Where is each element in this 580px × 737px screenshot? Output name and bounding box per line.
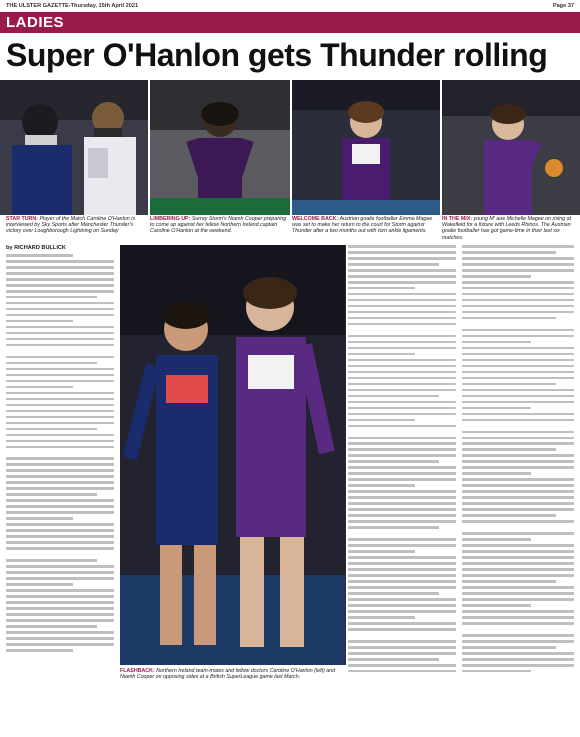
text-line [348, 281, 456, 284]
text-line [348, 437, 456, 440]
text-line [462, 377, 574, 380]
text-line [348, 556, 456, 559]
text-line [462, 413, 574, 416]
text-line [348, 616, 415, 619]
text-line [462, 622, 574, 625]
text-line [462, 610, 574, 613]
text-line [348, 383, 456, 386]
text-line [6, 589, 114, 592]
text-line [6, 499, 114, 502]
text-line [6, 625, 97, 628]
text-line [348, 275, 456, 278]
text-line [6, 332, 114, 335]
text-line [6, 296, 97, 299]
photo-strip [0, 80, 580, 215]
text-line [6, 505, 114, 508]
text-line [6, 451, 114, 454]
text-line [348, 550, 415, 553]
text-line [6, 619, 114, 622]
text-line [348, 257, 456, 260]
text-line [348, 646, 456, 649]
text-line [348, 652, 456, 655]
text-line [348, 520, 456, 523]
byline: by RICHARD BULLICK [6, 245, 66, 251]
text-line [462, 353, 574, 356]
text-line [348, 401, 456, 404]
text-line [462, 401, 574, 404]
text-line [6, 254, 73, 257]
text-line [462, 257, 574, 260]
text-line [462, 287, 574, 290]
text-line [462, 323, 574, 326]
text-line [462, 454, 574, 457]
text-line [462, 407, 531, 410]
text-line [348, 514, 456, 517]
text-line [348, 484, 415, 487]
text-line [6, 637, 114, 640]
text-line [6, 517, 73, 520]
text-line [6, 278, 114, 281]
text-line [6, 649, 73, 652]
text-line [348, 251, 456, 254]
text-line [462, 293, 574, 296]
text-line [6, 469, 114, 472]
photo-emma-magee [292, 80, 440, 215]
text-line [462, 526, 574, 529]
text-line [462, 383, 556, 386]
text-line [6, 314, 114, 317]
text-line [348, 305, 456, 308]
text-line [6, 302, 114, 305]
text-line [462, 490, 574, 493]
text-line [462, 317, 556, 320]
text-line [348, 389, 456, 392]
photo-player-of-match [0, 80, 148, 215]
text-line [6, 380, 114, 383]
text-line [348, 568, 456, 571]
text-line [462, 544, 574, 547]
text-line [6, 284, 114, 287]
text-line [348, 419, 415, 422]
text-line [6, 463, 114, 466]
text-line [6, 260, 114, 263]
text-line [6, 487, 114, 490]
page-number: Page 37 [552, 3, 574, 9]
text-line [6, 308, 114, 311]
text-line [348, 395, 439, 398]
text-line [462, 389, 574, 392]
text-line [462, 574, 574, 577]
text-line [348, 634, 456, 637]
text-line [6, 577, 114, 580]
text-line [6, 356, 114, 359]
text-line [348, 425, 456, 428]
text-line [6, 344, 114, 347]
text-line [6, 386, 73, 389]
text-line [348, 664, 456, 667]
text-line [6, 559, 97, 562]
text-line [462, 550, 574, 553]
caption-limbering-up: LIMBERING UP: Surrey Storm's Niamh Cooper preparing to come up against her fellow Northern Ireland captain Caroline O'Hanlon at the weekend. [150, 216, 287, 235]
text-line [6, 565, 114, 568]
text-line [462, 646, 556, 649]
text-line [462, 460, 574, 463]
text-line [462, 658, 574, 661]
text-line [348, 502, 456, 505]
text-line [348, 293, 456, 296]
text-line [348, 640, 456, 643]
article-column-5 [462, 245, 574, 732]
text-line [462, 508, 574, 511]
text-line [348, 371, 456, 374]
text-line [6, 613, 114, 616]
text-line [348, 353, 415, 356]
text-line [348, 341, 456, 344]
text-line [462, 431, 574, 434]
text-line [462, 592, 574, 595]
text-line [348, 478, 456, 481]
text-line [462, 442, 574, 445]
text-line [348, 299, 456, 302]
text-line [348, 628, 456, 631]
text-line [348, 269, 456, 272]
text-line [462, 347, 574, 350]
text-lines [6, 254, 114, 658]
text-line [462, 532, 574, 535]
text-line [462, 281, 574, 284]
text-line [462, 502, 574, 505]
text-line [348, 335, 456, 338]
text-line [6, 493, 97, 496]
page-header [0, 0, 580, 13]
text-line [6, 595, 114, 598]
text-line [462, 640, 574, 643]
text-line [6, 547, 114, 550]
text-line [348, 538, 456, 541]
text-line [6, 392, 114, 395]
text-line [348, 407, 456, 410]
photo-michelle-magee [442, 80, 580, 215]
text-line [348, 245, 456, 248]
text-line [6, 350, 114, 353]
text-line [462, 466, 574, 469]
text-line [348, 496, 456, 499]
text-line [6, 266, 114, 269]
text-line [6, 326, 114, 329]
text-line [348, 544, 456, 547]
text-line [462, 586, 574, 589]
text-line [462, 371, 574, 374]
text-line [462, 251, 556, 254]
text-line [348, 431, 456, 434]
text-line [348, 323, 456, 326]
text-line [462, 472, 531, 475]
text-line [462, 365, 574, 368]
text-line [6, 374, 114, 377]
text-line [6, 541, 114, 544]
text-line [6, 457, 114, 460]
text-line [462, 299, 574, 302]
text-line [462, 448, 556, 451]
text-line [348, 347, 456, 350]
text-line [6, 290, 114, 293]
text-line [348, 526, 439, 529]
text-line [348, 490, 456, 493]
text-line [462, 305, 574, 308]
text-line [348, 562, 456, 565]
text-line [348, 311, 456, 314]
text-line [348, 586, 456, 589]
caption-in-the-mix: IN THE MIX: young M' aoe Michelle Magee on rising at Wakefield for a fixture with Leeds Rhinos. The Austrian goalie footballer has got game-time in their last six matches. [442, 216, 572, 241]
text-line [462, 670, 531, 673]
text-line [6, 446, 114, 449]
article-column-4 [348, 245, 456, 732]
article-column-1 [6, 245, 114, 732]
text-line [348, 413, 456, 416]
text-line [348, 442, 456, 445]
text-line [462, 425, 574, 428]
publication-date: THE ULSTER GAZETTE-Thursday, 15th April 2021 [6, 3, 139, 9]
text-line [348, 263, 439, 266]
text-line [462, 359, 574, 362]
text-line [462, 514, 556, 517]
text-lines [462, 245, 574, 672]
text-line [348, 329, 456, 332]
headline: Super O'Hanlon gets Thunder rolling [6, 37, 548, 73]
text-line [462, 478, 574, 481]
text-line [6, 643, 114, 646]
text-line [6, 475, 114, 478]
text-line [6, 481, 114, 484]
text-line [462, 580, 556, 583]
text-line [462, 634, 574, 637]
text-line [6, 410, 114, 413]
text-line [348, 592, 439, 595]
text-line [462, 604, 531, 607]
text-line [6, 398, 114, 401]
text-line [462, 263, 574, 266]
text-line [462, 568, 574, 571]
text-line [6, 655, 114, 658]
text-line [462, 311, 574, 314]
text-line [348, 448, 456, 451]
text-line [462, 664, 574, 667]
text-line [348, 658, 439, 661]
text-line [6, 404, 114, 407]
photo-captions [0, 216, 580, 246]
text-line [462, 335, 574, 338]
text-line [348, 365, 456, 368]
flashback-photo [120, 245, 345, 665]
text-line [462, 419, 574, 422]
text-line [348, 377, 456, 380]
text-line [462, 598, 574, 601]
text-line [348, 359, 456, 362]
text-line [6, 523, 114, 526]
text-line [348, 460, 439, 463]
text-line [462, 556, 574, 559]
text-line [6, 272, 114, 275]
text-line [6, 535, 114, 538]
text-line [6, 440, 114, 443]
text-line [462, 496, 574, 499]
text-line [6, 601, 114, 604]
text-line [348, 317, 456, 320]
text-line [462, 562, 574, 565]
text-line [348, 472, 456, 475]
text-line [348, 574, 456, 577]
text-line [348, 598, 456, 601]
text-line [462, 628, 574, 631]
text-line [348, 287, 415, 290]
caption-star-turn: STAR TURN: Player of the Match Caroline O'Hanlon is interviewed by Sky Sports after Manchester Thunder's victory over Loughborough Lightning on Sunday [6, 216, 135, 235]
text-line [462, 269, 574, 272]
text-line [348, 508, 456, 511]
text-line [6, 553, 114, 556]
text-line [348, 610, 456, 613]
text-line [6, 529, 114, 532]
text-line [462, 538, 531, 541]
caption-welcome-back: WELCOME BACK: Austrian goalie footballer Emma Magee was set to make her return to the court for Storm against Thunder after a two months out with torn ankle ligaments. [292, 216, 433, 235]
section-title: LADIES [6, 14, 65, 31]
text-line [462, 395, 574, 398]
section-banner [0, 13, 580, 33]
text-line [6, 511, 114, 514]
text-line [6, 320, 73, 323]
text-line [462, 437, 574, 440]
text-line [462, 616, 574, 619]
text-line [348, 532, 456, 535]
text-line [348, 604, 456, 607]
text-line [462, 341, 531, 344]
text-lines [348, 245, 456, 672]
text-line [462, 484, 574, 487]
text-line [6, 607, 114, 610]
text-line [462, 275, 531, 278]
text-line [6, 571, 114, 574]
caption-flashback: FLASHBACK: Northern Ireland team-mates and fellow doctors Caroline O'Hanlon (left) and Niamh Cooper on opposing sides at a British SuperLeague game last March. [120, 668, 336, 681]
text-line [462, 520, 574, 523]
text-line [6, 338, 114, 341]
text-line [462, 329, 574, 332]
text-line [6, 583, 73, 586]
text-line [6, 428, 97, 431]
text-line [348, 580, 456, 583]
text-line [462, 652, 574, 655]
text-line [348, 454, 456, 457]
text-line [348, 466, 456, 469]
text-line [6, 368, 114, 371]
text-line [6, 434, 114, 437]
text-line [348, 622, 456, 625]
text-line [462, 245, 574, 248]
photo-niamh-cooper [150, 80, 290, 215]
text-line [6, 362, 97, 365]
text-line [6, 631, 114, 634]
text-line [6, 416, 114, 419]
text-line [348, 670, 456, 673]
text-line [6, 422, 114, 425]
flashback-block [120, 245, 345, 732]
